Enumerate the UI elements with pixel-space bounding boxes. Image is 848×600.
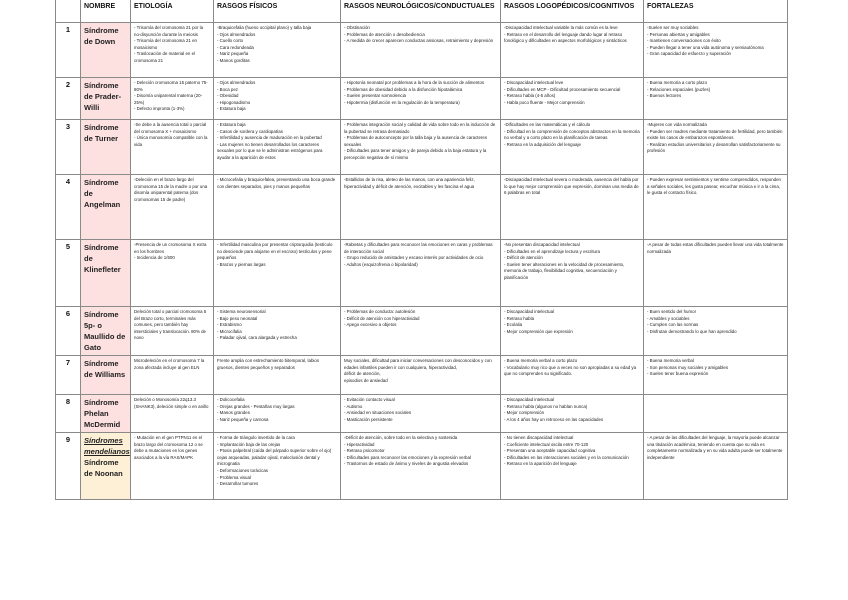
cell-line: -Déficit de atención, sobre todo en la selectiva y sostenida	[344, 435, 458, 440]
cell-line: - Infertilidad y ausencia de maduración en la pubertad	[217, 135, 322, 141]
header-num	[56, 0, 81, 23]
header-logo: RASGOS LOGOPÉDICOS/COGNITIVOS	[501, 0, 644, 23]
cell-fortalezas	[644, 175, 788, 240]
cell-line: Microdeleción en el cromosoma 7 la zona afectada incluye al gen ELN	[134, 358, 205, 370]
table-row	[56, 120, 788, 175]
row-number: 3	[56, 120, 81, 175]
cell-line: - A pesar de las dificultades del lenguaje, la mayoría puede alcanzar una titulación académica, teniendo en cuenta que su vida es completamente normalizada y en su vida adulta puede ser totalmente independiente	[647, 435, 783, 460]
cell-line: - Disfrutan demostrando lo que han aprendido	[647, 328, 737, 334]
cell-etiologia	[131, 23, 214, 78]
cell-line: -Braquicefalia (hueso occipital plano) y talla baja	[217, 25, 312, 30]
cell-line: - Dificultades en las interacciones sociales y en la comunicación	[504, 454, 629, 460]
cell-fisicos	[214, 23, 341, 78]
cell-line: - Mejor comprensión	[504, 410, 545, 416]
cell-line: -Presencia de un cromosoma X extra en los hombres	[134, 242, 207, 254]
cell-line: -Se debe a la ausencia total o parcial del cromosoma X + mosaicismo	[134, 122, 207, 134]
cell-fortalezas	[644, 240, 788, 307]
cell-line: - Deformaciones torácicas	[217, 467, 268, 473]
cell-line: -No presentan discapacidad intelectual	[504, 242, 580, 247]
cell-etiologia	[131, 356, 214, 395]
cell-line: - Habla poco fluente - Mejor comprensión	[504, 99, 585, 105]
syndromes-table	[55, 0, 788, 500]
row-number: 8	[56, 395, 81, 433]
cell-line: - Obstinación	[344, 25, 370, 30]
cell-etiologia	[131, 78, 214, 120]
cell-neuro	[341, 433, 501, 500]
cell-line: - Problemas de obesidad debido a la disfunción hipotalámica	[344, 86, 463, 92]
cell-line: - Sistema neurosensorial	[217, 309, 266, 314]
syndrome-name	[81, 356, 131, 395]
cell-line: - Buena memoria verbal a corto plazo	[504, 358, 578, 363]
row-number: 4	[56, 175, 81, 240]
table-row	[56, 23, 788, 78]
cell-line: -Deleción en el brazo largo del cromosoma 15 de la madre o por una disomía uniparental paterna (dos cromosomas 15 de padre)	[134, 177, 208, 202]
cell-line: -Mujeres con vida normalizada	[647, 122, 707, 127]
cell-fisicos	[214, 175, 341, 240]
cell-logo	[501, 433, 644, 500]
cell-etiologia	[131, 120, 214, 175]
cell-line: - Pueden llegar a tener una vida autónoma y semiautónoma	[647, 44, 764, 50]
cell-line: -Rabietas y dificultades para reconocer las emociones en caras y problemas de interacción social	[344, 242, 493, 254]
cell-logo	[501, 356, 644, 395]
row-number: 5	[56, 240, 81, 307]
cell-line: - Evitación contacto visual	[344, 397, 395, 402]
cell-line: - Nariz pequeña y carnosa	[217, 416, 269, 422]
cell-line: - Trisomía del cromosoma 21 por la no-disyunción durante la meiosis	[134, 25, 204, 37]
cell-line: - Dolicocefalia	[217, 397, 245, 402]
cell-line: - Ecolalia	[504, 322, 523, 328]
cell-line: - Suelen tener buena expresión	[647, 371, 709, 377]
cell-line: - Desarrollar tumores	[217, 481, 259, 487]
cell-line: - Estatura baja	[217, 122, 246, 127]
cell-line: - Las mujeres no tienen desarrollados los caracteres sexuales por lo que se le administran estrógenos para ayudar a la aparición de estos	[217, 141, 323, 160]
cell-line: Frente amplia con estrechamiento bitemporal, labios gruesos, dientes pequeños y separados	[217, 358, 320, 370]
cell-line: Deleción o Monosomía 22q13.3 (SHANK3), deleción simple o en anillo	[134, 397, 209, 409]
cell-line: - Dificultades para reconocer las emociones y la expresión verbal	[344, 454, 471, 460]
cell-line: - Cuello corto	[217, 38, 244, 44]
cell-line: - Infertilidad masculina por presentar criptorquidia (testículo no desciende para alojarse en el escroto) testículos y pene pequeños	[217, 242, 333, 261]
cell-neuro	[341, 120, 501, 175]
row-number: 1	[56, 23, 81, 78]
cell-line: -Dificultades en las matemáticas y el cálculo	[504, 122, 591, 127]
cell-line: - Mejor comprensión que expresión	[504, 328, 573, 334]
cell-line: - Nariz pequeña	[217, 51, 249, 57]
cell-fortalezas	[644, 356, 788, 395]
cell-line: - Única monosomía compatible con la vida	[134, 135, 208, 147]
cell-line: - Boca pez	[217, 86, 238, 92]
cell-line: - Coeficiente intelectual oscila entre 70-120	[504, 441, 589, 447]
cell-line: -Discapacidad intelectual variable la más común es la leve	[504, 25, 618, 30]
table-row	[56, 240, 788, 307]
cell-line: - Orejas grandes - Pestañas muy largas	[217, 403, 295, 409]
cell-fisicos	[214, 307, 341, 356]
row-number: 6	[56, 307, 81, 356]
cell-fortalezas	[644, 23, 788, 78]
cell-line: - Relaciones espaciales (puzles)	[647, 86, 711, 92]
cell-line: - Trastornos de estado de ánimo y niveles de angustia elevados	[344, 461, 469, 467]
header-row	[56, 0, 788, 23]
cell-fortalezas	[644, 395, 788, 433]
cell-line: - Cara redondeada	[217, 44, 254, 50]
cell-line: - Trisomía del cromosoma 21 en mosaicismo	[134, 38, 197, 50]
cell-line: - Retraso habla (4-5 años)	[504, 93, 556, 99]
header-etiologia: ETIOLOGÍA	[131, 0, 214, 23]
cell-line: déficit de atención,	[344, 371, 381, 377]
cell-neuro	[341, 356, 501, 395]
cell-etiologia	[131, 240, 214, 307]
cell-line: Muy sociales, dificultad para iniciar conversaciones con desconocidos y con edades infantiles pueden ir con cualquiera, hiperactividad,	[344, 358, 492, 370]
cell-fisicos	[214, 120, 341, 175]
cell-line: -Discapacidad intelectual severa o moderada, ausencia del habla por lo que hay mejor comprensión que expresión, dominan una media de 6 palabras en total	[504, 177, 639, 196]
cell-line: - Personas abiertas y amigables	[647, 31, 710, 37]
syndrome-name	[81, 23, 131, 78]
cell-neuro	[341, 23, 501, 78]
cell-line: - Buen sentido del humor	[647, 309, 697, 314]
cell-etiologia	[131, 395, 214, 433]
cell-neuro	[341, 175, 501, 240]
cell-neuro	[341, 307, 501, 356]
cell-line: - Ojos almendrados	[217, 80, 256, 85]
cell-line: - Presentan una aceptable capacidad cognitiva	[504, 448, 596, 454]
cell-line: - Incidencia de 1/600	[134, 255, 175, 261]
cell-line: - Estrabismo	[217, 322, 242, 328]
cell-logo	[501, 307, 644, 356]
syndrome-name-text: Síndrome 5p- o Maullido de Gato	[84, 310, 126, 352]
cell-line: - Microcefalia y braquicefalea, presentando una boca grande con dientes separados, pies y manos pequeñas	[217, 177, 336, 189]
cell-etiologia	[131, 175, 214, 240]
cell-etiologia	[131, 307, 214, 356]
cell-line: - Manos gorditas	[217, 57, 250, 63]
table-row	[56, 356, 788, 395]
cell-line: - Hiperactividad	[344, 441, 375, 447]
header-neuro: RASGOS NEUROLÓGICOS/CONDUCTUALES	[341, 0, 501, 23]
cell-line: - Casos de sordera y cardiopatías	[217, 128, 283, 134]
cell-line: - Buena memoria verbal	[647, 358, 694, 363]
syndrome-name	[81, 175, 131, 240]
cell-line: -Suelen ser muy sociables	[647, 25, 699, 30]
cell-logo	[501, 78, 644, 120]
cell-line: - Masticación persistente	[344, 416, 393, 422]
cell-line: - Dificultades para tener amigos y de pareja debido a la baja estatura y la percepción negativa de sí mismo	[344, 148, 487, 160]
cell-line: - Implantación baja de las orejas	[217, 441, 281, 447]
cell-logo	[501, 23, 644, 78]
syndrome-category-link[interactable]: Síndromes mendelianos	[84, 436, 130, 456]
cell-fortalezas	[644, 307, 788, 356]
cell-line: - Suelen tener alteraciones en la velocidad de procesamiento, memoria de trabajo, flexibilidad cognitiva, secuenciación y planificación	[504, 261, 625, 280]
syndrome-name-text: Síndrome de Williams	[84, 359, 126, 379]
cell-line: - A medida de crecer aparecen conductas ansiosas, retraimiento y depresión	[344, 38, 494, 44]
cell-line: - Adultos (esquizofrenia o bipolaridad)	[344, 261, 418, 267]
syndrome-name	[81, 395, 131, 433]
cell-line: - A los 4 años hay un retroceso en las capacidades	[504, 416, 604, 422]
cell-line: - Dificultad en la comprensión de conceptos abstractos en la memoria no verbal y a corto plazo en la planificación de tareas	[504, 128, 640, 141]
syndrome-name-text: Síndrome Phelan McDermid	[84, 398, 121, 429]
cell-line: - Paladar ojival, cara alargada y estrecha	[217, 335, 297, 341]
cell-line: - Retraso en la aparición del lenguaje	[504, 461, 577, 467]
cell-line: - Amables y sociables	[647, 315, 690, 321]
cell-line: - Manos grandes	[217, 410, 250, 416]
cell-line: - Son personas muy sociales y amigables	[647, 364, 729, 370]
cell-fisicos	[214, 240, 341, 307]
cell-line: - Cumplen con las normas	[647, 322, 699, 328]
cell-line: - Pueden ser madres mediante tratamiento de fertilidad, pero también existe los casos de embarazos espontáneos	[647, 128, 783, 141]
cell-neuro	[341, 395, 501, 433]
cell-line: - Problemas de autoconcepto por la talla baja y la ausencia de caracteres sexuales	[344, 135, 488, 147]
syndrome-name-text: Síndrome de Noonan	[84, 458, 123, 478]
cell-line: - Retraso psicomotor	[344, 448, 385, 454]
cell-logo	[501, 175, 644, 240]
syndrome-name	[81, 120, 131, 175]
cell-line: - Hipotonía neonatal por problemas a la hora de la succión de alimentos	[344, 80, 485, 85]
cell-line: - Discapacidad intelectual	[504, 309, 555, 314]
table-row	[56, 307, 788, 356]
cell-line: - Ptosis palpebral (caída del párpado superior sobre el ojo) cejas arqueadas, paladar ojival, maloclusión dental y micrognatia	[217, 448, 332, 467]
cell-line: - Gran capacidad de esfuerzo y superación	[647, 51, 731, 57]
cell-line: - Deleción cromosoma 15 paterno 75-80%	[134, 80, 208, 92]
syndrome-name	[81, 240, 131, 307]
row-number: 9	[56, 433, 81, 500]
cell-line: - Mutación en el gen PTPN11 en el brazo largo del cromosoma 12 o se debe a mutaciones en los genes asociados a la vía RAS/MAPK	[134, 435, 203, 460]
cell-logo	[501, 395, 644, 433]
cell-line: - Retraso habla	[504, 315, 535, 321]
cell-line: - Discapacidad intelectual leve	[504, 80, 564, 85]
syndrome-name-text: Síndrome de Prader-Willi	[84, 81, 122, 112]
cell-line: - Grupo reducido de amistades y escaso interés por actividades de ocio	[344, 255, 484, 261]
cell-etiologia	[131, 433, 214, 500]
cell-fortalezas	[644, 433, 788, 500]
cell-line: - Apego excesivo a objetos	[344, 322, 397, 328]
cell-line: - Dificultades en el aprendizaje lectura y escritura	[504, 248, 600, 254]
cell-line: - Defecto impronta (1-3%)	[134, 106, 185, 112]
cell-line: - Retraso en el desarrollo del lenguaje dando lugar al retraso fonológico y dificultades en aspectos morfológicos y sintácticos	[504, 31, 627, 44]
header-fisicos: RASGOS FÍSICOS	[214, 0, 341, 23]
cell-line: - Problemas de conducta: autolesión	[344, 309, 416, 314]
cell-line: - mantienen conversaciones con éxito	[647, 38, 721, 44]
syndrome-name	[81, 307, 131, 356]
row-number: 7	[56, 356, 81, 395]
cell-line: - Vocabulario muy rico que a veces no son apropiadas a su edad ya que no comprenden su significado.	[504, 364, 637, 377]
cell-line: - No tienen discapacidad intelectual	[504, 435, 574, 440]
cell-line: - Retraso habla (algunos no hablan nunca)	[504, 403, 588, 409]
table-row	[56, 433, 788, 500]
cell-line: - Problemas integración social y calidad de vida sobre todo en la inducción de la pubertad se retrasa demasiado	[344, 122, 496, 134]
cell-line: - Microcifalia	[217, 328, 242, 334]
cell-line: - Hipogonadismo	[217, 99, 251, 105]
row-number: 2	[56, 78, 81, 120]
cell-line: - Traslocación de material en el cromosoma 21	[134, 51, 196, 63]
cell-line: - Déficit de atención con hiperactividad	[344, 315, 420, 321]
cell-line: - Brazos y piernas largas	[217, 261, 266, 267]
cell-line: - Buena memoria a corto plazo	[647, 80, 708, 85]
table-row	[56, 78, 788, 120]
cell-line: - Discapacidad intelectual	[504, 397, 555, 402]
syndrome-name-text: Síndrome de Turner	[84, 123, 119, 143]
cell-line: - Pueden expresar sentimientos y sentirse comprendidos, responden a señales sociales, les gusta pasear, escuchar música e ir a la cima, le gusta el contacto físico.	[647, 177, 781, 196]
cell-line: - Realizan estudios universitarios y desarrollan satisfactoriamente su profesión	[647, 141, 781, 154]
cell-fortalezas	[644, 120, 788, 175]
cell-line: - Bajo peso neonatal	[217, 315, 258, 321]
cell-fisicos	[214, 395, 341, 433]
cell-line: - Forma de triángulo invertido de la cara	[217, 435, 295, 440]
cell-fisicos	[214, 433, 341, 500]
syndrome-name-text: Síndrome de Angelman	[84, 178, 121, 209]
cell-fortalezas	[644, 78, 788, 120]
cell-line: -Estallidos de la risa, aleteo de las manos, con una apariencia feliz, hiperactividad y déficit de atención, excitables y les fascina el agua	[344, 177, 475, 189]
cell-line: - Hipotermia (disfunción en la regulación de la temperatura)	[344, 99, 460, 105]
cell-line: episodios de ansiedad	[344, 377, 388, 383]
cell-fisicos	[214, 356, 341, 395]
cell-line: Deleción total o parcial cromosoma 5 del Brazo corto, terminales más comunes, pero también hay intersticiales y translocación. 80% de novo	[134, 309, 207, 341]
cell-line: - Disomía uniparental materna (20-25%)	[134, 93, 203, 105]
syndrome-name	[81, 433, 131, 500]
cell-line: - Obesidad	[217, 93, 239, 99]
cell-neuro	[341, 78, 501, 120]
cell-line: - Buenos lectores	[647, 93, 682, 99]
table-row	[56, 175, 788, 240]
cell-line: - Ansiedad en situaciones sociales	[344, 410, 412, 416]
header-fortalezas: FORTALEZAS	[644, 0, 788, 23]
cell-neuro	[341, 240, 501, 307]
table-row	[56, 395, 788, 433]
cell-line: -A pesar de todas estas dificultades pueden llevar una vida totalmente normalizada	[647, 242, 784, 254]
cell-line: - Suelen presentar somnolencia	[344, 93, 406, 99]
cell-line: - Ojos almendrados	[217, 31, 256, 37]
cell-line: - Problema visual	[217, 474, 251, 480]
cell-line: - Dificultades en MCP - Dificultad procesamiento secuencial	[504, 86, 621, 92]
cell-line: - Autismo	[344, 403, 363, 409]
cell-logo	[501, 240, 644, 307]
syndrome-name-text: Síndrome de Down	[84, 26, 119, 46]
cell-line: - Estatura baja	[217, 106, 246, 112]
syndrome-name-text: Síndrome de Klinefleter	[84, 243, 121, 274]
cell-fisicos	[214, 78, 341, 120]
cell-logo	[501, 120, 644, 175]
cell-line: - Problemas de atención o desobediencia	[344, 31, 425, 37]
header-nombre: NOMBRE	[81, 0, 131, 23]
cell-line: - Retraso en la adquisición del lenguaje	[504, 141, 581, 147]
syndrome-name	[81, 78, 131, 120]
cell-line: - Déficit de atención	[504, 255, 543, 261]
